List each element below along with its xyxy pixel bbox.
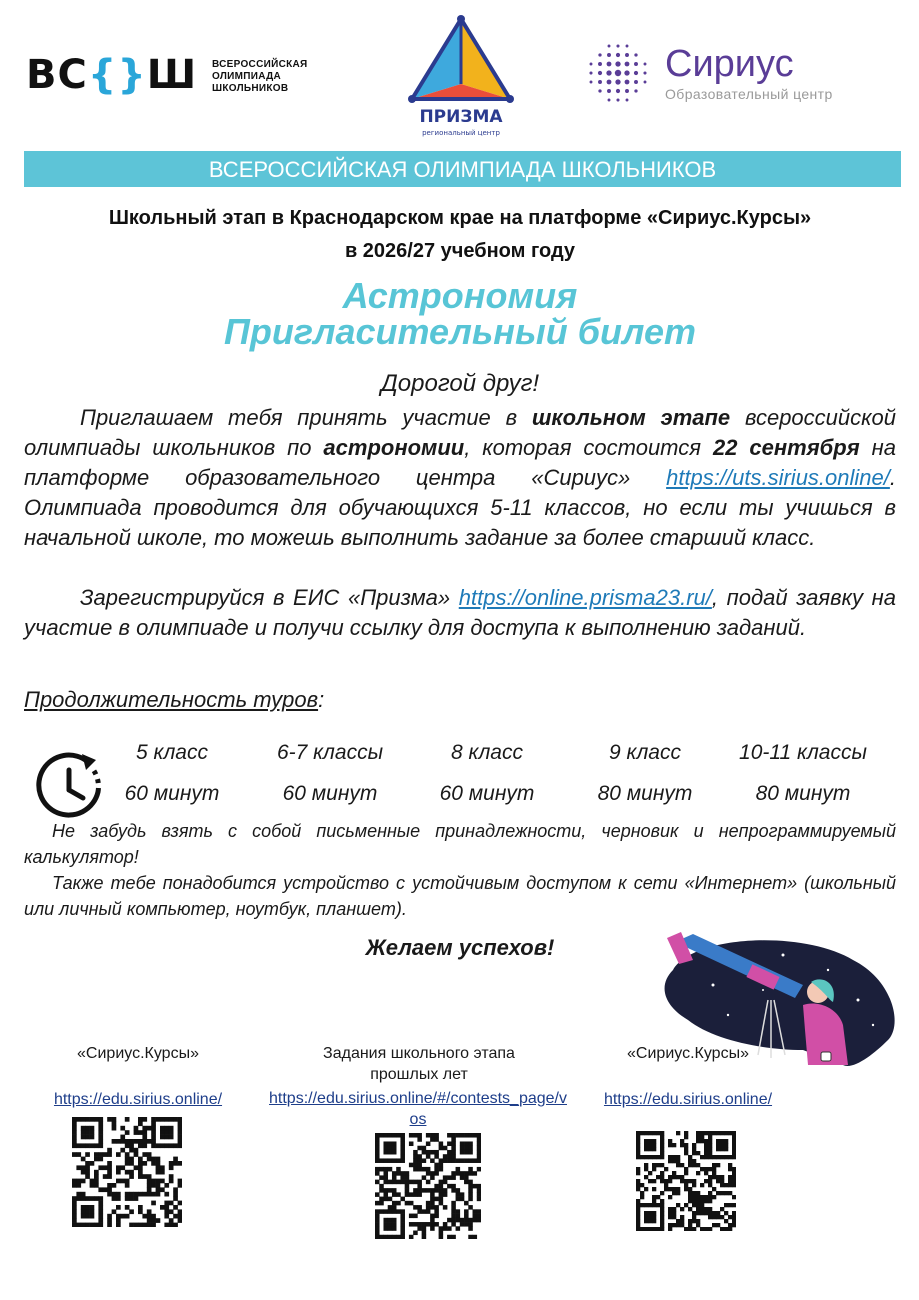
qr-caption: «Сириус.Курсы» bbox=[77, 1045, 199, 1062]
duration-time: 60 минут bbox=[282, 782, 378, 805]
greeting: Дорогой друг! bbox=[380, 370, 540, 397]
sirius-dots-icon bbox=[583, 38, 653, 108]
duration-time: 60 минут bbox=[124, 782, 220, 805]
qr-code bbox=[72, 1117, 182, 1227]
grade-label: 9 класс bbox=[609, 741, 681, 764]
reminder-note: Не забудь взять с собой письменные принадлежности, черновик и непрограммируемый калькулятор! bbox=[24, 821, 896, 867]
page-title: Астрономия Пригласительный билет bbox=[224, 275, 696, 352]
registration-paragraph: Зарегистрируйся в ЕИС «Призма» https://online.prisma23.ru/, подай заявку на участие в олимпиаде и получи ссылку для доступа к выполнению заданий. bbox=[24, 585, 896, 640]
qr-caption: Задания школьного этапа прошлых лет bbox=[323, 1045, 515, 1083]
device-note: Также тебе понадобится устройство с устойчивым доступом к сети «Интернет» (школьный или личный компьютер, ноутбук, планшет). bbox=[24, 873, 896, 919]
prizma-logo bbox=[404, 14, 519, 139]
invitation-paragraph: Приглашаем тебя принять участие в школьном этапе всероссийской олимпиады школьников по астрономии, которая состоится 22 сентября на платформе образовательного центра «Сириус» https://uts.sirius.online/. Олимпиада проводится для обучающихся 5-11 классов, но если ты учишься в начальной школе, то можешь выполнить задание за более старший класс. bbox=[24, 405, 896, 550]
duration-time: 80 минут bbox=[597, 782, 693, 805]
grade-label: 5 класс bbox=[136, 741, 208, 764]
sirius-courses-link[interactable]: https://edu.sirius.online/ bbox=[603, 1091, 773, 1108]
stage-subtitle: Школьный этап в Краснодарском крае на платформе «Сириус.Курсы» в 2026/27 учебном году bbox=[108, 207, 812, 262]
qr-code bbox=[375, 1133, 481, 1239]
uts-sirius-link[interactable]: https://uts.sirius.online/ bbox=[666, 465, 890, 490]
grade-label: 8 класс bbox=[451, 741, 523, 764]
vsosh-logo-caption: ВСЕРОССИЙСКАЯ ОЛИМПИАДА ШКОЛЬНИКОВ bbox=[212, 59, 308, 94]
sirius-logo-name: Сириус bbox=[665, 43, 794, 85]
grade-label: 10-11 классы bbox=[739, 741, 867, 764]
grade-label: 6-7 классы bbox=[276, 741, 384, 764]
vsosh-logo: ВС{}Ш bbox=[26, 52, 198, 98]
duration-heading: Продолжительность туров: bbox=[24, 687, 325, 712]
qr-caption: «Сириус.Курсы» bbox=[627, 1045, 749, 1062]
svg-text:ПРИЗМА: ПРИЗМА bbox=[419, 107, 503, 127]
wish-text: Желаем успехов! bbox=[365, 935, 555, 960]
olympiad-banner: ВСЕРОССИЙСКАЯ ОЛИМПИАДА ШКОЛЬНИКОВ bbox=[24, 151, 901, 187]
prisma-link[interactable]: https://online.prisma23.ru/ bbox=[458, 585, 712, 610]
svg-text:региональный центр: региональный центр bbox=[422, 129, 500, 137]
past-tasks-link[interactable]: https://edu.sirius.online/#/contests_page/vos bbox=[269, 1090, 567, 1128]
qr-code bbox=[636, 1131, 736, 1231]
duration-time: 80 минут bbox=[755, 782, 851, 805]
sirius-courses-link[interactable]: https://edu.sirius.online/ bbox=[53, 1091, 223, 1108]
duration-time: 60 минут bbox=[439, 782, 535, 805]
sirius-logo-caption: Образовательный центр bbox=[665, 86, 833, 102]
